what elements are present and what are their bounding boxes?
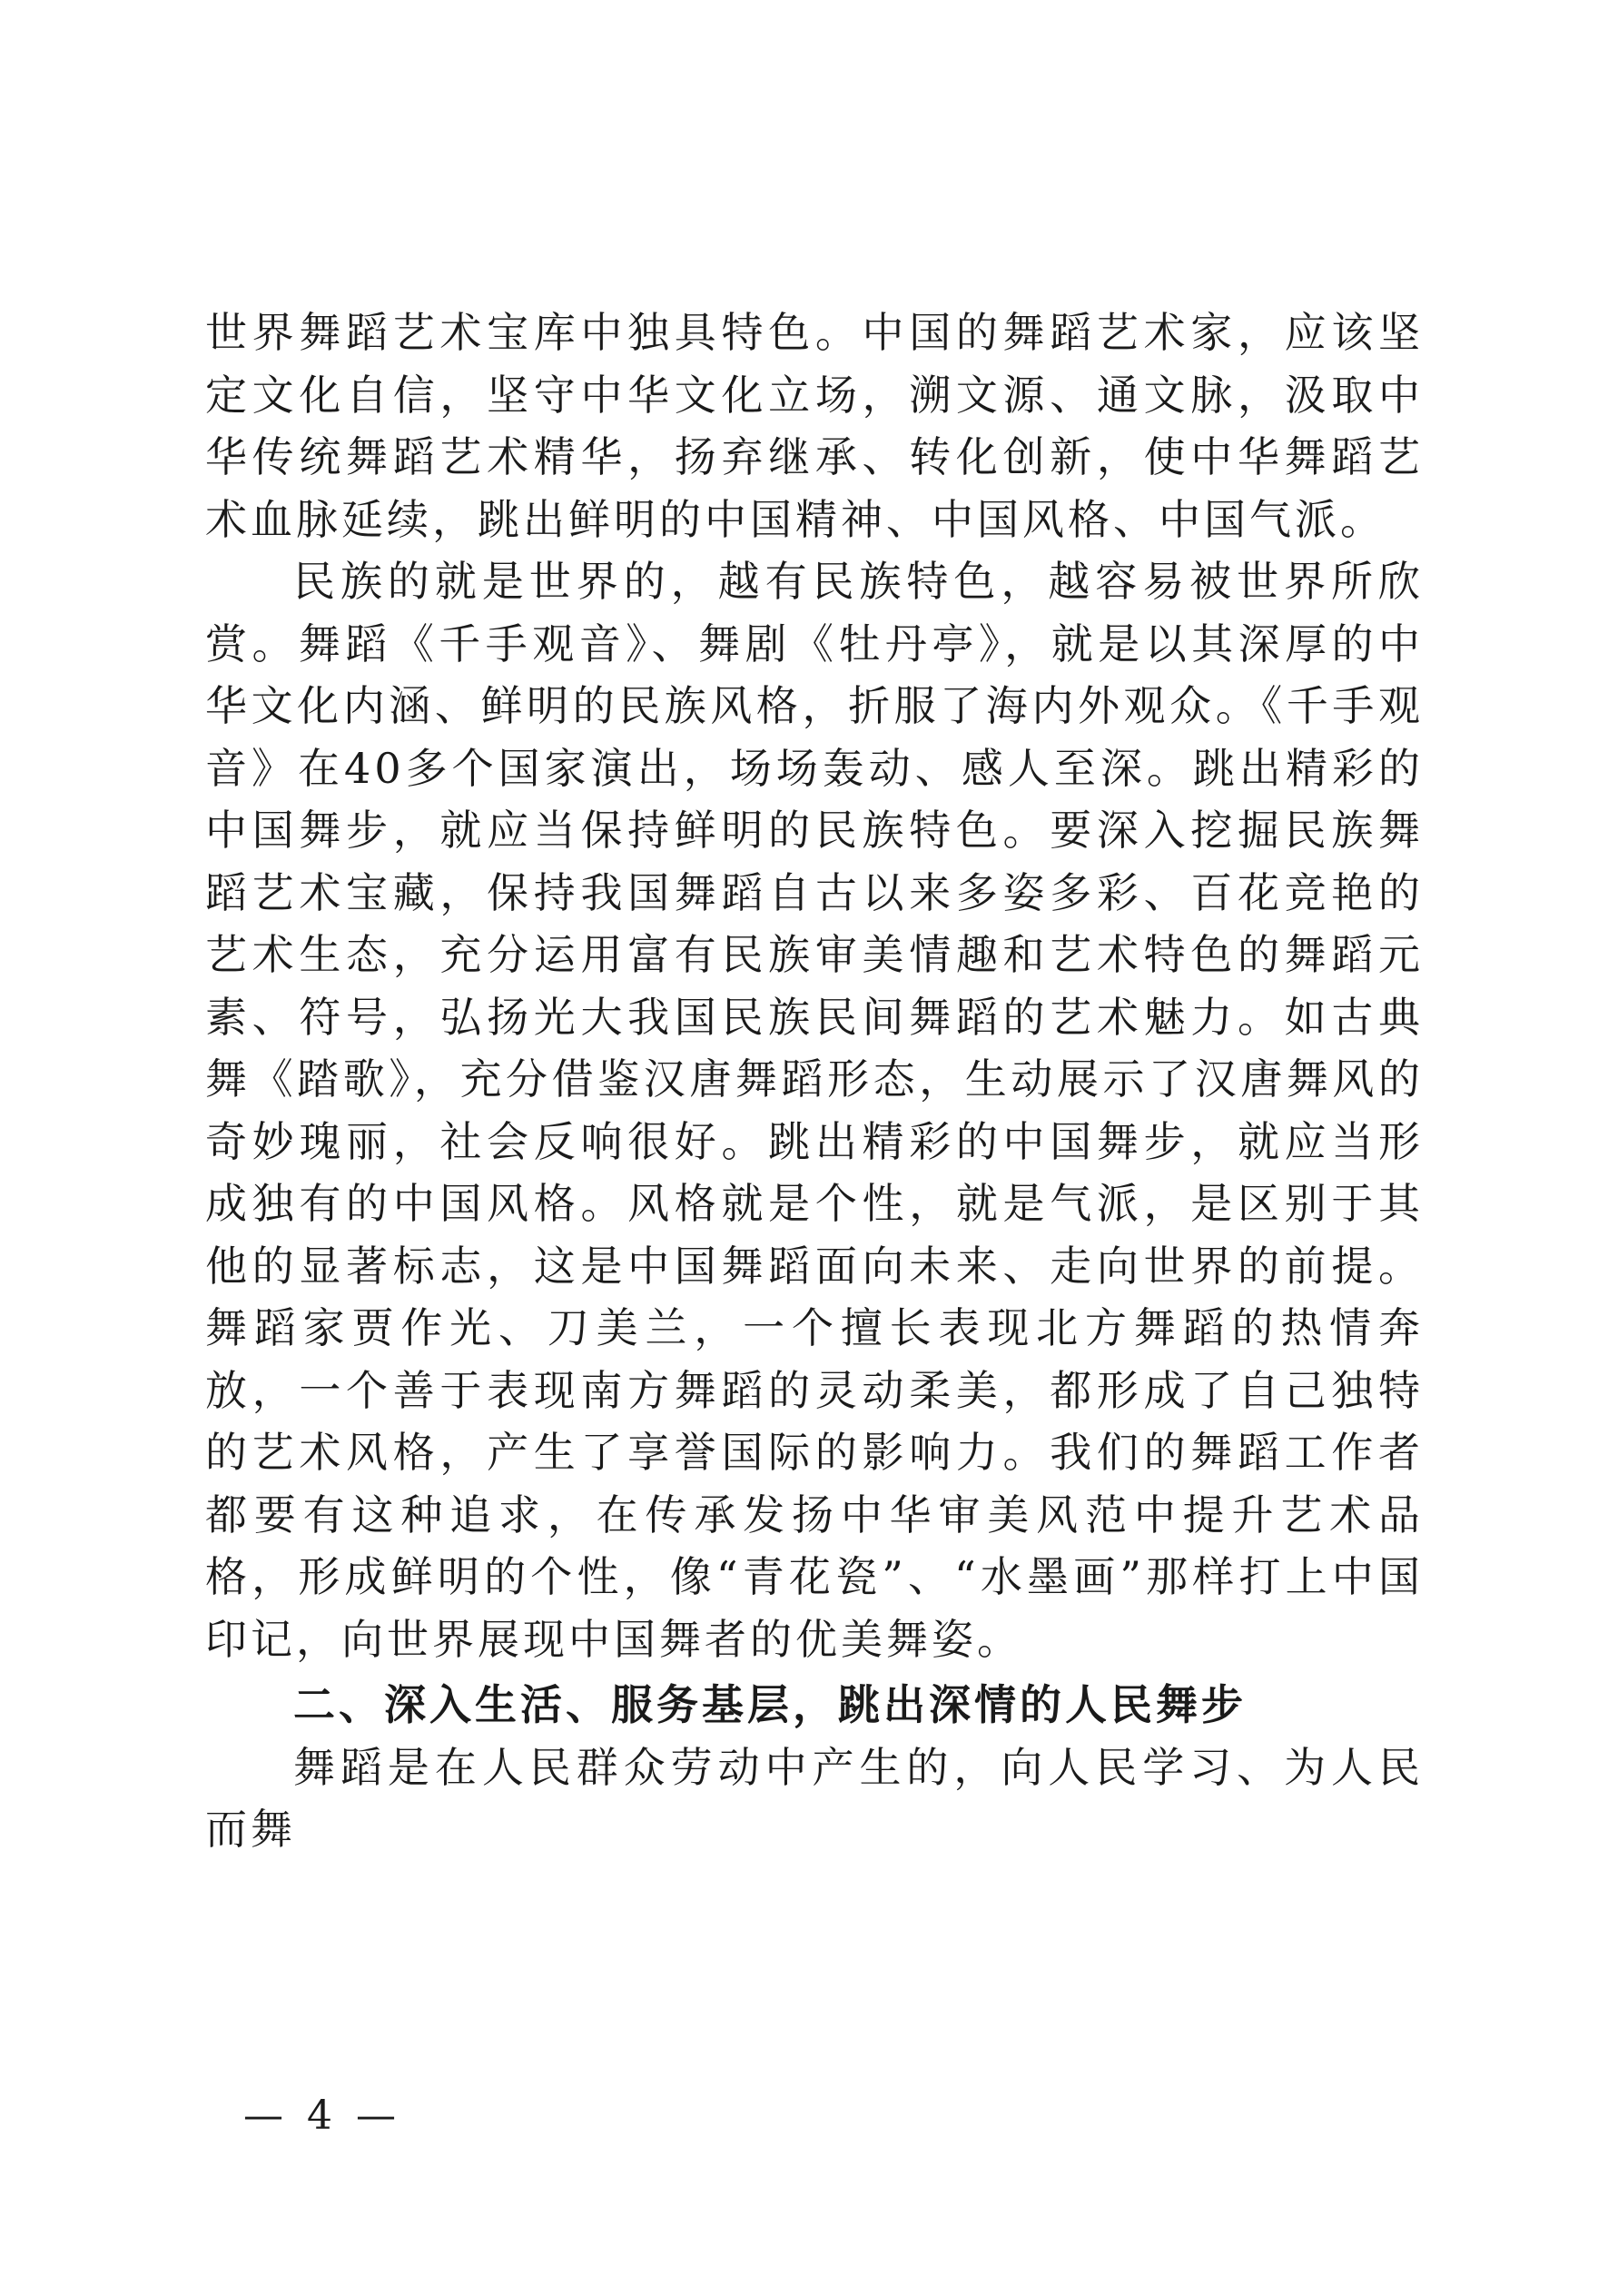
paragraph-national-style: 民族的就是世界的，越有民族特色，越容易被世界所欣赏。舞蹈《千手观音》、舞剧《牡丹亭》，就是以其深厚的中华文化内涵、鲜明的民族风格，折服了海内外观众。《千手观音》在40多个国家演出，场场轰动、感人至深。跳出精彩的中国舞步，就应当保持鲜明的民族特色。要深入挖掘民族舞蹈艺术宝藏，保持我国舞蹈自古以来多姿多彩、百花竞艳的艺术生态，充分运用富有民族审美情趣和艺术特色的舞蹈元素、符号，弘扬光大我国民族民间舞蹈的艺术魅力。如古典舞《踏歌》，充分借鉴汉唐舞蹈形态，生动展示了汉唐舞风的奇妙瑰丽，社会反响很好。跳出精彩的中国舞步，就应当形成独有的中国风格。风格就是个性，就是气派，是区别于其他的显著标志，这是中国舞蹈面向未来、走向世界的前提。舞蹈家贾作光、刀美兰，一个擅长表现北方舞蹈的热情奔放，一个善于表现南方舞蹈的灵动柔美，都形成了自己独特的艺术风格，产生了享誉国际的影响力。我们的舞蹈工作者都要有这种追求，在传承发扬中华审美风范中提升艺术品格，形成鲜明的个性，像“青花瓷”、“水墨画”那样打上中国印记，向世界展现中国舞者的优美舞姿。 (205, 557, 1424, 1664)
paragraph-continuation: 世界舞蹈艺术宝库中独具特色。中国的舞蹈艺术家，应该坚定文化自信，坚守中华文化立场，溯文源、通文脉，汲取中华传统舞蹈艺术精华，扬弃继承、转化创新，使中华舞蹈艺术血脉延续，跳出鲜明的中国精神、中国风格、中国气派。 (205, 308, 1424, 544)
document-body (205, 302, 1424, 1861)
paragraph-dance-origin: 舞蹈是在人民群众劳动中产生的，向人民学习、为人民而舞 (205, 1742, 1424, 1854)
section-heading: 二、深入生活、服务基层，跳出深情的人民舞步 (293, 1680, 1247, 1729)
page-number: — 4 — (243, 2093, 401, 2139)
